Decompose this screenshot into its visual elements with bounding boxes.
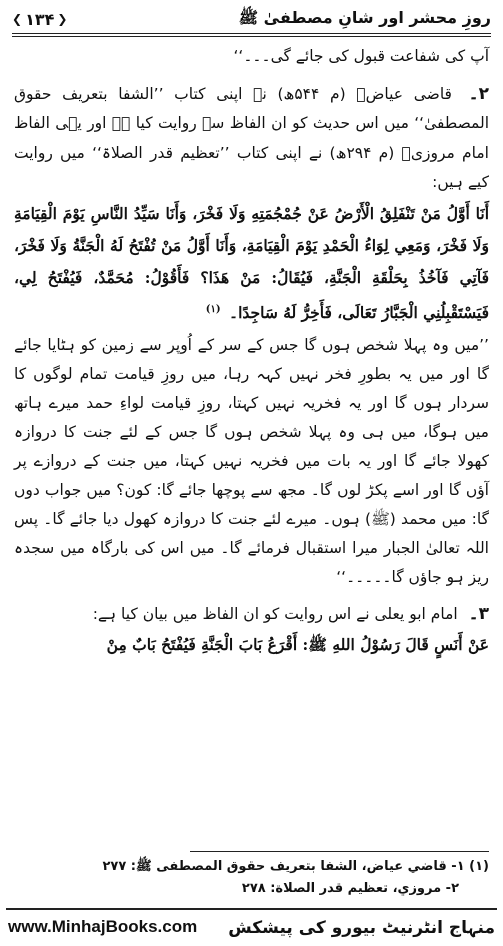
footer-rule: [6, 908, 497, 910]
ornament-right-icon: ❯: [57, 12, 68, 26]
publisher-label: منہاج انٹرنیٹ بیورو کی پیشکش: [228, 917, 495, 938]
arabic-hadith: [14, 198, 489, 329]
header-rule: [12, 33, 491, 34]
section-3: [14, 600, 489, 630]
page-number: [12, 10, 67, 29]
footnotes: [14, 856, 489, 900]
footnote-item: (۱) ۱- قاضي عياض، الشفا بتعريف حقوق المصطفى ﷺ: ۲۷۷: [102, 859, 489, 874]
footnote-reference: (۱): [205, 303, 221, 315]
page-footer: [8, 912, 495, 942]
website-link[interactable]: www.MinhajBooks.com: [8, 917, 198, 936]
section-3-text: امام ابو یعلی نے اس روایت کو ان الفاظ میں بیان کیا ہے:: [92, 604, 458, 623]
arabic-hadith-text: أَنَا أَوَّلُ مَنْ تَنْفَلِقُ الْأَرْضُ عَنْ جُمْجُمَتِهِ وَلَا فَخْرَ، وَأَنَا سَيِّدُ النَّاسِ يَوْمَ الْقِيَامَةِ وَلَا فَخْرَ، وَمَعِي لِوَاءُ الْحَمْدِ يَوْمَ الْقِيَامَةِ، وَأَنَا أَوَّلُ مَنْ تُفْتَحُ لَهُ الْجَنَّةُ وَلَا فَخْرَ، فَآتِي فَآخُذُ بِحَلْقَةِ الْجَنَّةِ، فَيُقَالُ: مَنْ هَذَا؟ فَأَقُوْلُ: مُحَمَّدٌ، فَيُفْتَحُ لِي، فَيَسْتَقْبِلُنِي الْجَبَّارُ تَعَالَى، فَأَخِرُّ لَهُ سَاجِدًا۔: [14, 203, 489, 322]
ornament-left-icon: ❮: [12, 12, 23, 26]
arabic-hadith-2: عَنْ أَنَسٍ قَالَ رَسُوْلُ اللهِ ﷺ: أَقْرَعُ بَابَ الْجَنَّةِ فَيُفْتَحُ بَابٌ مِنْ: [106, 635, 489, 655]
section-2-text: قاضی عیاضؒ (م ۵۴۴ھ) نے اپنی کتاب ’’الشفا بتعریف حقوق المصطفیٰ‘‘ میں اس حدیث کو ان الفاظ سے روایت کیا ہے اور یہی الفاظ امام مروزیؒ (م ۲۹۴ھ) نے اپنی کتاب ’’تعظیم قدر الصلاۃ‘‘ میں روایت کیے ہیں:: [14, 84, 489, 191]
footnote-item: ۲- مروزي، تعظيم قدر الصلاة: ۲۷۸: [241, 881, 459, 896]
section-number: ۲۔: [468, 83, 490, 104]
main-text: [14, 42, 489, 661]
section-number: ۳۔: [468, 603, 489, 624]
header-rule-thin: [12, 36, 491, 37]
paragraph-continuation: آپ کی شفاعت قبول کی جائے گی۔۔۔‘‘: [233, 47, 489, 65]
page-header: [12, 4, 491, 34]
running-title: روزِ محشر اور شانِ مصطفیٰ ﷺ: [238, 7, 491, 27]
section-2: [14, 80, 489, 198]
page-number-text: ۱۳۴: [25, 9, 55, 29]
urdu-translation: ’’میں وہ پہلا شخص ہوں گا جس کے سر کے اُوپر سے زمین کو ہٹایا جائے گا اور میں یہ بطورِ فخر نہیں کہہ رہا، میں روزِ قیامت تمام لوگوں کا سردار ہوں گا اور یہ فخریہ نہیں کہتا، روزِ قیامت لواءِ حمد میرے ہاتھ میں ہوگا، میں ہی وہ پہلا شخص ہوں گا جس کے لئے جنت کا دروازہ کھولا جائے گا اور یہ بات میں فخریہ نہیں کہتا، میں جنت کے دروازے پر آؤں گا اور اسے پکڑ لوں گا۔ مجھ سے پوچھا جائے گا: کون؟ میں جواب دوں گا: میں محمد (ﷺ) ہوں۔ میرے لئے جنت کا دروازہ کھول دیا جائے گا۔ پس اللہ تعالیٰ الجبار میرا استقبال فرمائے گا۔ میں اس کی بارگاہ میں سجدہ ریز ہو جاؤں گا۔۔۔۔۔‘‘: [14, 335, 489, 586]
footnote-divider: [190, 851, 489, 852]
